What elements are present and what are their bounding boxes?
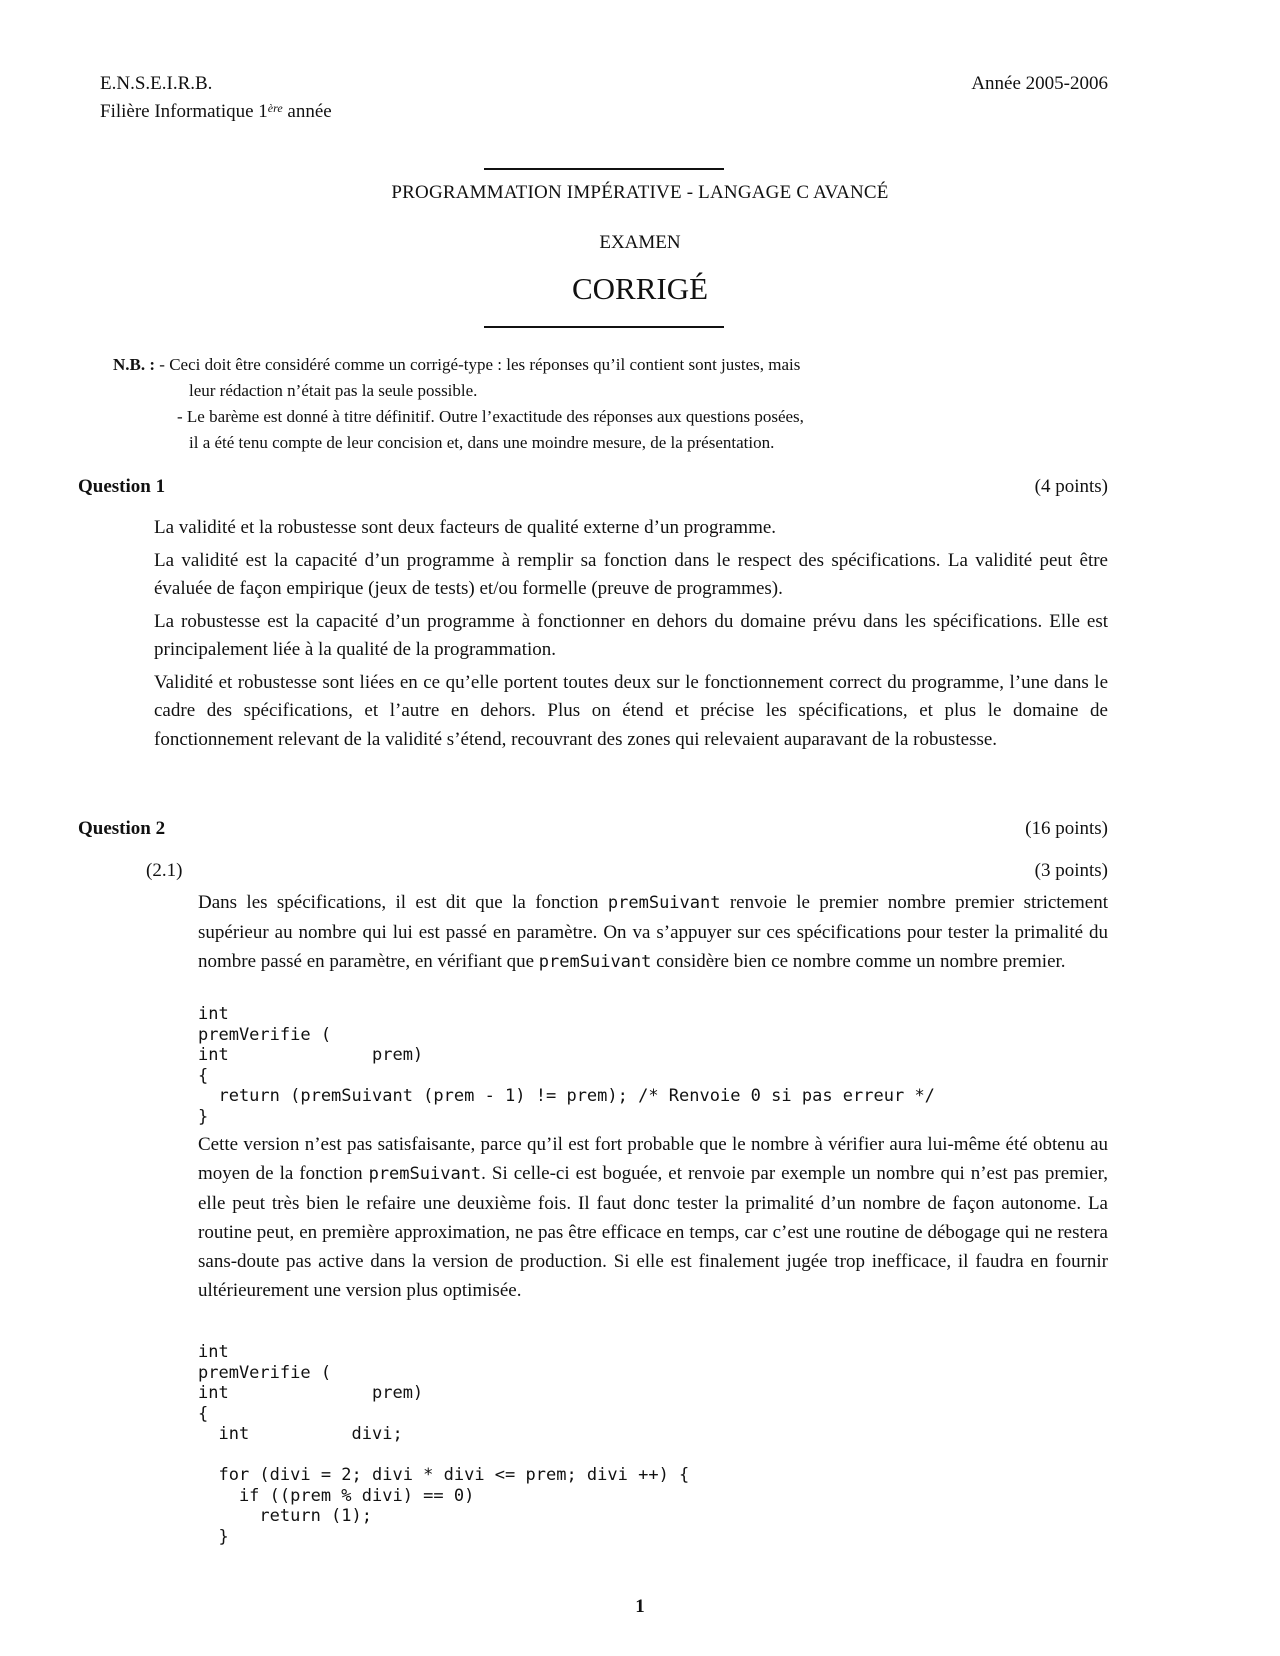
code-ref: premSuivant xyxy=(607,893,721,913)
question-1-title: Question 1 xyxy=(78,476,166,497)
school-name: E.N.S.E.I.R.B. xyxy=(100,73,213,94)
code-block-1: int premVerifie ( int prem) { return (premSuivant (prem - 1) != prem); /* Renvoie 0 si pas erreur */ } xyxy=(198,1004,935,1127)
code-block-2: int premVerifie ( int prem) { int divi; for (divi = 2; divi * divi <= prem; divi ++) { if ((prem % divi) == 0) return (1); } xyxy=(198,1342,690,1547)
q1-paragraph: La validité est la capacité d’un programme à remplir sa fonction dans le respect des spécifications. La validité peut être évaluée de façon empirique (jeux de tests) et/ou formelle (preuve de programmes). xyxy=(154,549,1108,599)
academic-year: Année 2005-2006 xyxy=(971,73,1108,94)
nb-line-3: - Le barème est donné à titre définitif. Outre l’exactitude des réponses aux questions posées, xyxy=(177,407,804,426)
program-prefix: Filière Informatique 1 xyxy=(100,101,268,122)
title-rule-top xyxy=(484,168,724,170)
program-sup: ère xyxy=(267,101,283,115)
nb-line-1: N.B. : - Ceci doit être considéré comme un corrigé-type : les réponses qu’il contient sont justes, mais xyxy=(113,355,801,374)
nb-line-4: il a été tenu compte de leur concision et, dans une moindre mesure, de la présentation. xyxy=(189,433,775,452)
question-2-heading xyxy=(78,818,1108,840)
code-ref: premSuivant xyxy=(368,1164,482,1184)
corrige-title: CORRIGÉ xyxy=(571,271,709,306)
q1-paragraph: La robustesse est la capacité d’un programme à fonctionner en dehors du domaine prévu dans les spécifications. Elle est principalement liée à la qualité de la programmation. xyxy=(154,610,1108,660)
program-suffix: année xyxy=(287,101,332,122)
title-rule-bottom xyxy=(484,326,724,328)
question-1-heading xyxy=(78,476,1108,498)
code-ref: premSuivant xyxy=(538,952,652,972)
nb-note xyxy=(113,352,993,456)
q2-intro-paragraph: Dans les spécifications, il est dit que la fonction premSuivant renvoie le premier nombre premier strictement supérieur au nombre qui lui est passé en paramètre. On va s’appuyer sur ces spécifications pour tester la primalité du nombre passé en paramètre, en vérifiant que premSuivant considère bien ce nombre comme un nombre premier. xyxy=(198,892,1108,972)
subquestion-2-1-heading xyxy=(146,860,1108,882)
question-2-title: Question 2 xyxy=(78,818,166,839)
nb-line-2: leur rédaction n’était pas la seule possible. xyxy=(189,381,478,400)
question-1-points: (4 points) xyxy=(1034,476,1108,497)
subquestion-points: (3 points) xyxy=(1034,860,1108,881)
nb-label: N.B. : xyxy=(113,355,156,374)
program-line xyxy=(100,98,332,126)
q1-paragraph: La validité et la robustesse sont deux facteurs de qualité externe d’un programme. xyxy=(154,517,777,538)
question-2-points: (16 points) xyxy=(1025,818,1108,839)
exam-label: EXAMEN xyxy=(599,232,681,253)
q1-paragraph: Validité et robustesse sont liées en ce qu’elle portent toutes deux sur le fonctionnement correct du programme, l’une dans le cadre des spécifications, et l’autre en dehors. Plus on étend et précise les spécifications, et plus le domaine de fonctionnement relevant de la validité s’étend, recouvrant des zones qui relevaient auparavant de la robustesse. xyxy=(154,671,1108,750)
question-1-answer xyxy=(154,514,1108,758)
header-left xyxy=(100,70,332,126)
subquestion-label: (2.1) xyxy=(146,860,183,881)
q2-body-paragraph: Cette version n’est pas satisfaisante, parce qu’il est fort probable que le nombre à vérifier aura lui-même été obtenu au moyen de la fonction premSuivant. Si celle-ci est boguée, et renvoie par exemple un nombre qui n’est pas premier, elle peut très bien le refaire une deuxième fois. Il faut donc tester la primalité d’un nombre de façon autonome. La routine peut, en première approximation, ne pas être efficace en temps, car c’est une routine de débogage qui ne restera sans-doute pas active dans la version de production. Si elle est finalement jugée trop inefficace, il faudra en fournir ultérieurement une version plus optimisée. xyxy=(198,1134,1108,1301)
course-title: PROGRAMMATION IMPÉRATIVE - LANGAGE C AVANCÉ xyxy=(391,182,889,203)
page-number: 1 xyxy=(635,1596,645,1617)
